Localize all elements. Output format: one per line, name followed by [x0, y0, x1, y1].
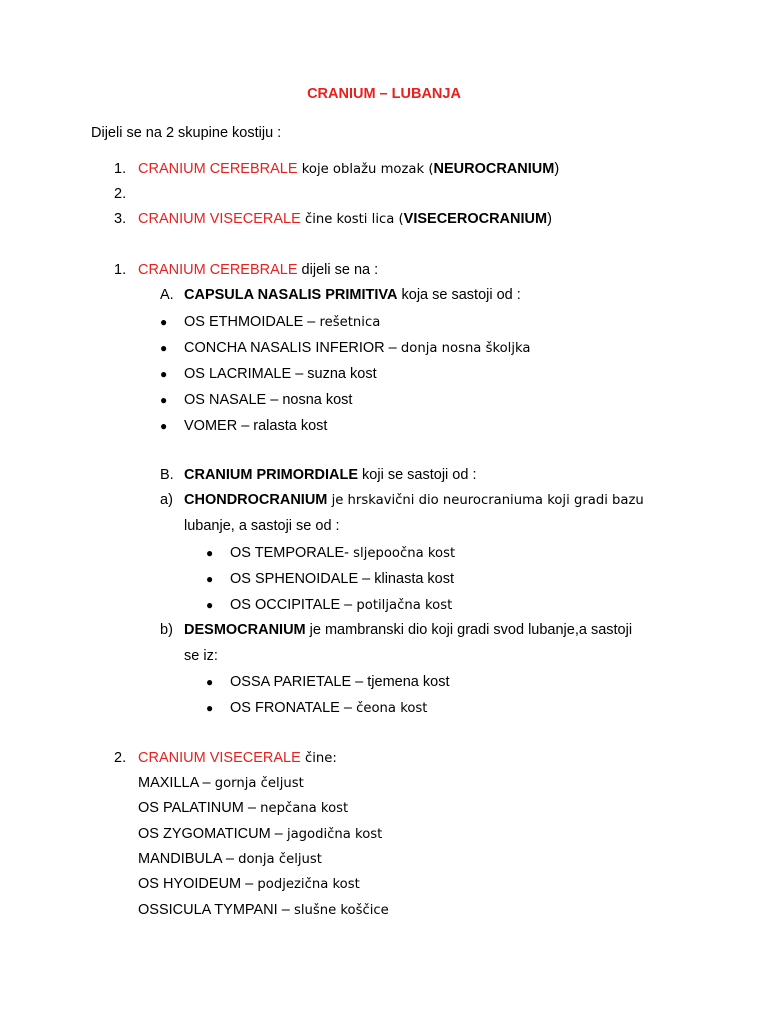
bullet-icon: ● — [160, 341, 168, 355]
bullet-item: OSSA PARIETALE – tjemena kost — [230, 674, 450, 690]
list-marker: 1. — [114, 262, 127, 278]
subsection-chondrocranium-cont: lubanje, a sastoji se od : — [184, 518, 340, 534]
bullet-item: OS ETHMOIDALE – rešetnica — [184, 314, 381, 330]
list-marker: 2. — [114, 750, 127, 766]
section-heading-cerebrale: CRANIUM CEREBRALE dijeli se na : — [138, 262, 379, 278]
subsection-chondrocranium: CHONDROCRANIUM je hrskavični dio neurocraniuma koji gradi bazu — [184, 492, 644, 508]
bullet-icon: ● — [206, 675, 214, 689]
bullet-item: OS LACRIMALE – suzna kost — [184, 366, 377, 382]
list-item: OSSICULA TYMPANI – slušne koščice — [138, 902, 389, 918]
bullet-icon: ● — [160, 315, 168, 329]
bullet-icon: ● — [160, 419, 168, 433]
subsection-desmocranium: DESMOCRANIUM je mambranski dio koji gradi svod lubanje,a sastoji — [184, 622, 633, 638]
bullet-icon: ● — [160, 393, 168, 407]
list-item: OS HYOIDEUM – podjezična kost — [138, 876, 360, 892]
list-marker: 1. — [114, 161, 127, 177]
document-title: CRANIUM – LUBANJA — [307, 86, 461, 102]
list-item: OS PALATINUM – nepčana kost — [138, 800, 349, 816]
bullet-item: VOMER – ralasta kost — [184, 418, 328, 434]
bullet-item: OS NASALE – nosna kost — [184, 392, 353, 408]
list-item-cerebrale: CRANIUM CEREBRALE koje oblažu mozak (NEUROCRANIUM) — [138, 161, 560, 177]
subsection-capsula: CAPSULA NASALIS PRIMITIVA koja se sastoji od : — [184, 287, 521, 303]
bullet-item: CONCHA NASALIS INFERIOR – donja nosna školjka — [184, 340, 531, 356]
list-item: MANDIBULA – donja čeljust — [138, 851, 322, 867]
list-marker: A. — [160, 287, 174, 303]
bullet-item: OS FRONATALE – čeona kost — [230, 700, 428, 716]
subsection-desmocranium-cont: se iz: — [184, 648, 218, 664]
bullet-icon: ● — [206, 701, 214, 715]
bullet-item: OS TEMPORALE- sljepoočna kost — [230, 545, 456, 561]
list-item: MAXILLA – gornja čeljust — [138, 775, 304, 791]
intro-text: Dijeli se na 2 skupine kostiju : — [91, 125, 282, 141]
bullet-icon: ● — [206, 598, 214, 612]
list-item: OS ZYGOMATICUM – jagodična kost — [138, 826, 383, 842]
section-heading-visecerale: CRANIUM VISECERALE čine: — [138, 750, 337, 766]
list-marker: 3. — [114, 211, 127, 227]
bullet-icon: ● — [206, 572, 214, 586]
list-marker: b) — [160, 622, 173, 638]
list-marker: 2. — [114, 186, 127, 202]
list-marker: B. — [160, 467, 174, 483]
bullet-item: OS SPHENOIDALE – klinasta kost — [230, 571, 455, 587]
subsection-primordiale: CRANIUM PRIMORDIALE koji se sastoji od : — [184, 467, 477, 483]
bullet-item: OS OCCIPITALE – potiljačna kost — [230, 597, 453, 613]
bullet-icon: ● — [160, 367, 168, 381]
bullet-icon: ● — [206, 546, 214, 560]
list-marker: a) — [160, 492, 173, 508]
list-item-visecerale: CRANIUM VISECERALE čine kosti lica (VISECEROCRANIUM) — [138, 211, 552, 227]
